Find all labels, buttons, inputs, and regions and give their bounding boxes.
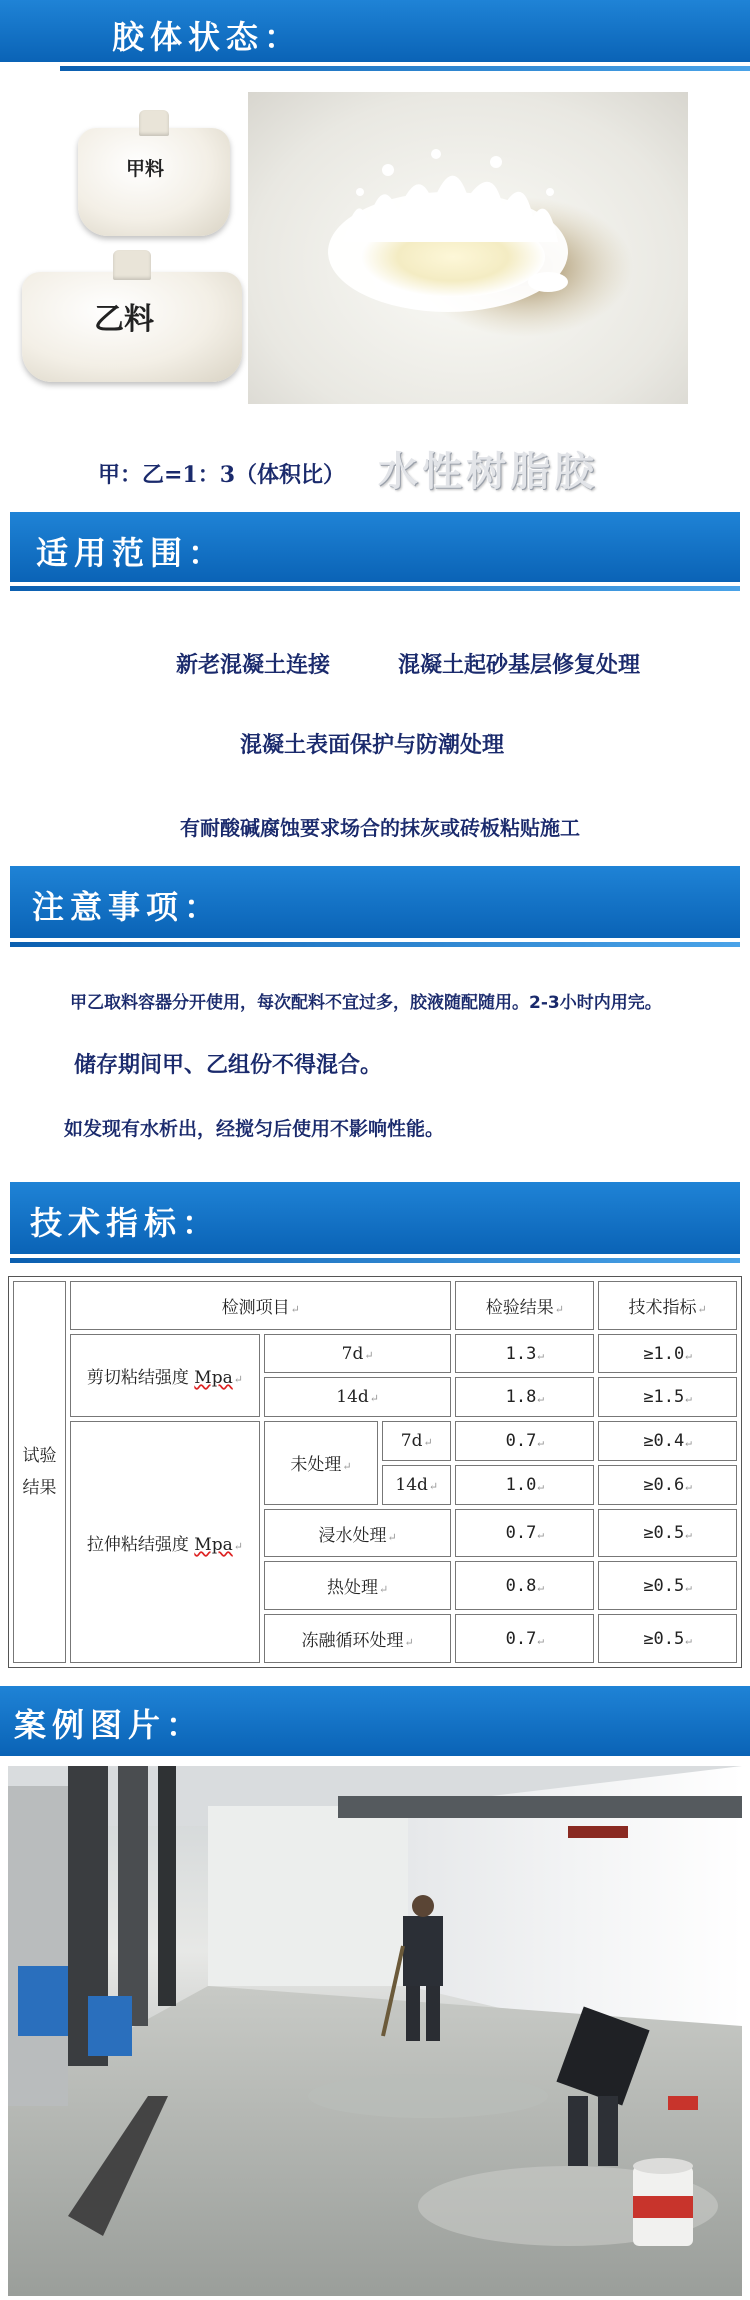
section-header-notes xyxy=(10,866,740,938)
index-text: ≥0.5 xyxy=(643,1575,685,1596)
header-item-text: 检测项目 xyxy=(221,1297,290,1318)
spec-table xyxy=(8,1276,742,1668)
index-cell: ≥1.5↵ xyxy=(598,1377,737,1417)
cond-cell: 冻融循环处理↵ xyxy=(264,1614,452,1663)
row-group-text: 试验结果 xyxy=(22,1445,57,1498)
cond-text: 浸水处理 xyxy=(318,1525,387,1546)
tensile-label: 拉伸粘结强度 Mpa↵ xyxy=(70,1421,260,1663)
case-photo xyxy=(8,1766,742,2296)
header-index: 技术指标↵ xyxy=(598,1281,737,1330)
note-item: 甲乙取料容器分开使用，每次配料不宜过多，胶液随配随用。2-3小时内用完。 xyxy=(70,993,662,1013)
index-cell: ≥0.5↵ xyxy=(598,1509,737,1558)
index-cell: ≥0.6↵ xyxy=(598,1465,737,1505)
result-cell: 0.7↵ xyxy=(455,1614,594,1663)
section-header-application xyxy=(10,512,740,582)
splash-illustration xyxy=(248,92,688,404)
unit-mpa: Mpa xyxy=(194,1534,233,1555)
cond-cell: 14d↵ xyxy=(382,1465,451,1505)
index-text: ≥1.0 xyxy=(643,1343,685,1364)
cond-text: 热处理 xyxy=(327,1578,379,1599)
section-header-colloid xyxy=(0,0,750,62)
application-item: 混凝土起砂基层修复处理 xyxy=(398,653,641,678)
bag-a-label: 甲料 xyxy=(126,158,165,180)
cond-text: 7d xyxy=(341,1343,364,1364)
shear-label-text: 剪切粘结强度 Mpa xyxy=(86,1367,233,1388)
table-row xyxy=(13,1421,737,1461)
table-row xyxy=(13,1281,737,1330)
bag-a-image xyxy=(78,128,230,236)
bag-b-image xyxy=(22,272,242,382)
application-item: 新老混凝土连接 xyxy=(176,653,331,678)
cond-cell: 热处理↵ xyxy=(264,1561,452,1610)
header-item: 检测项目↵ xyxy=(70,1281,451,1330)
index-text: ≥0.6 xyxy=(643,1474,685,1495)
unit-mpa: Mpa xyxy=(194,1367,233,1388)
header-result-text: 检验结果 xyxy=(485,1297,554,1318)
result-text: 0.8 xyxy=(505,1575,537,1596)
index-text: ≥0.5 xyxy=(643,1523,685,1544)
note-item: 储存期间甲、乙组份不得混合。 xyxy=(74,1053,383,1078)
untreated-text: 未处理 xyxy=(290,1455,342,1476)
index-cell: ≥0.5↵ xyxy=(598,1561,737,1610)
index-cell: ≥1.0↵ xyxy=(598,1334,737,1374)
application-item: 有耐酸碱腐蚀要求场合的抹灰或砖板粘贴施工 xyxy=(180,816,580,840)
tensile-label-text: 拉伸粘结强度 Mpa xyxy=(86,1534,233,1555)
result-text: 0.7 xyxy=(505,1523,537,1544)
section-divider xyxy=(60,66,750,71)
untreated-label: 未处理↵ xyxy=(264,1421,378,1504)
bag-knot xyxy=(139,110,169,136)
section-header-specs xyxy=(10,1182,740,1254)
result-text: 0.7 xyxy=(505,1628,537,1649)
section-title: 技术指标： xyxy=(30,1204,221,1242)
index-cell: ≥0.5↵ xyxy=(598,1614,737,1663)
cond-cell: 7d↵ xyxy=(264,1334,452,1374)
mix-ratio: 甲：乙=1：3（体积比） xyxy=(98,462,346,488)
header-result: 检验结果↵ xyxy=(455,1281,594,1330)
cond-text: 14d xyxy=(395,1474,428,1495)
result-cell: 1.3↵ xyxy=(455,1334,594,1374)
index-text: ≥0.4 xyxy=(643,1431,685,1452)
note-item: 如发现有水析出，经搅匀后使用不影响性能。 xyxy=(64,1118,445,1140)
row-group-label xyxy=(13,1281,66,1663)
cond-text: 14d xyxy=(336,1387,369,1408)
section-title: 注意事项： xyxy=(32,888,223,926)
result-text: 0.7 xyxy=(505,1431,537,1452)
result-cell: 0.7↵ xyxy=(455,1421,594,1461)
product-name: 水性树脂胶 xyxy=(378,449,598,495)
cond-cell: 7d↵ xyxy=(382,1421,451,1461)
case-photo-illustration xyxy=(8,1766,742,2296)
section-divider xyxy=(10,942,740,947)
section-title: 适用范围： xyxy=(36,534,227,572)
result-cell: 0.7↵ xyxy=(455,1509,594,1558)
index-cell: ≥0.4↵ xyxy=(598,1421,737,1461)
section-divider xyxy=(10,586,740,591)
shear-label: 剪切粘结强度 Mpa↵ xyxy=(70,1334,260,1417)
cond-cell: 14d↵ xyxy=(264,1377,452,1417)
section-header-cases xyxy=(0,1686,750,1756)
cond-cell: 浸水处理↵ xyxy=(264,1509,452,1558)
result-text: 1.0 xyxy=(505,1474,537,1495)
cond-text: 7d xyxy=(400,1431,423,1452)
result-text: 1.3 xyxy=(505,1343,537,1364)
cond-text: 冻融循环处理 xyxy=(301,1631,404,1652)
result-text: 1.8 xyxy=(505,1387,537,1408)
bag-knot xyxy=(113,250,151,280)
result-cell: 1.8↵ xyxy=(455,1377,594,1417)
resin-splash-photo xyxy=(248,92,688,404)
section-title: 胶体状态： xyxy=(112,18,303,56)
result-cell: 1.0↵ xyxy=(455,1465,594,1505)
header-index-text: 技术指标 xyxy=(628,1297,697,1318)
bag-b-label: 乙料 xyxy=(94,302,154,337)
section-title: 案例图片： xyxy=(14,1706,205,1744)
index-text: ≥0.5 xyxy=(643,1628,685,1649)
table-row xyxy=(13,1334,737,1374)
result-cell: 0.8↵ xyxy=(455,1561,594,1610)
section-divider xyxy=(10,1258,740,1263)
index-text: ≥1.5 xyxy=(643,1387,685,1408)
application-item: 混凝土表面保护与防潮处理 xyxy=(240,733,505,758)
